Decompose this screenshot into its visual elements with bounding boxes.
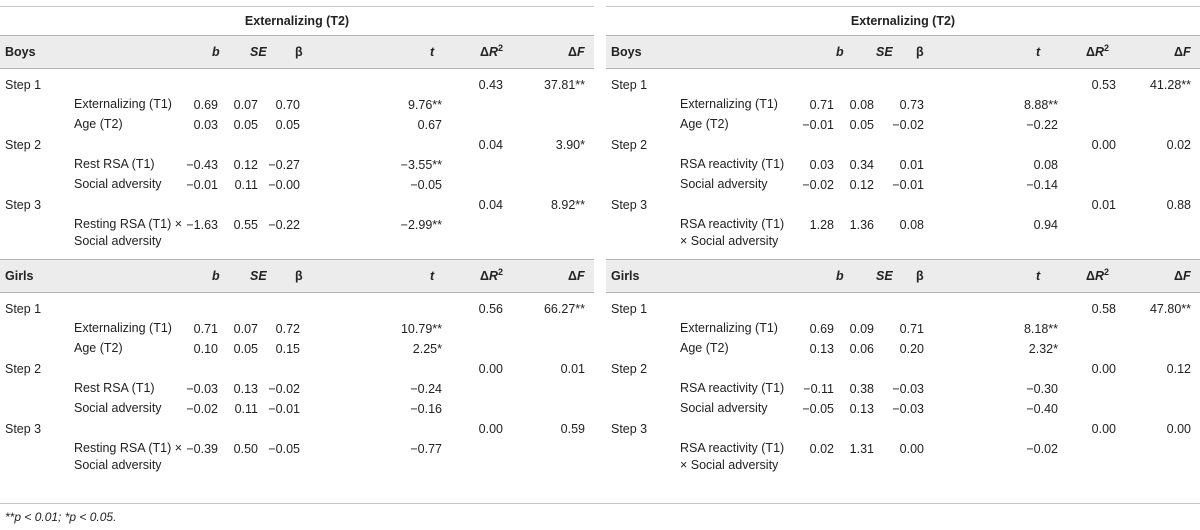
b-value: −0.05 [802, 402, 834, 416]
se-value: 0.06 [849, 342, 874, 356]
col-header-beta: β [295, 269, 303, 283]
step-label: Step 3 [5, 422, 42, 436]
delta-r2-value: 0.01 [1091, 198, 1116, 212]
predictor-label: Resting RSA (T1) × Social adversity [74, 441, 183, 472]
delta-f-value: 37.81** [543, 78, 585, 92]
b-value: −0.43 [186, 158, 218, 172]
delta-f-value: 3.90* [555, 138, 585, 152]
predictor-label: RSA reactivity (T1) × Social adversity [680, 441, 785, 472]
col-header-delta-r2 [1086, 36, 1109, 68]
beta-value: −0.03 [892, 402, 924, 416]
beta-value: −0.00 [268, 178, 300, 192]
f-letter: F [576, 45, 585, 59]
b-value: 0.03 [193, 118, 218, 132]
step-label: Step 1 [5, 78, 42, 92]
step-label: Step 3 [611, 422, 648, 436]
b-value: 0.69 [193, 98, 218, 112]
col-header-t: t [1036, 269, 1041, 283]
col-header-t: t [1036, 45, 1041, 59]
t-value: 2.25* [412, 342, 442, 356]
step-row [606, 75, 1200, 95]
t-value: −0.02 [1026, 442, 1058, 456]
superscript-2: 2 [1104, 42, 1110, 53]
delta-r2-value: 0.58 [1091, 302, 1116, 316]
superscript-2: 2 [498, 266, 504, 277]
se-value: 0.55 [233, 218, 258, 232]
predictor-label: Externalizing (T1) [74, 321, 172, 335]
delta-symbol: Δ [1174, 45, 1183, 59]
step-row [0, 359, 594, 379]
col-header-delta-f [568, 260, 585, 292]
delta-symbol: Δ [480, 45, 489, 59]
t-value: 8.88** [1023, 98, 1058, 112]
superscript-2: 2 [498, 42, 504, 53]
se-value: 0.11 [234, 178, 258, 192]
delta-f-value: 0.12 [1166, 362, 1191, 376]
group-body [0, 293, 594, 481]
beta-value: −0.01 [892, 178, 924, 192]
t-value: −0.14 [1026, 178, 1058, 192]
delta-r2-value: 0.00 [478, 362, 503, 376]
t-value: 10.79** [400, 322, 442, 336]
se-value: 0.34 [849, 158, 874, 172]
step-row [606, 359, 1200, 379]
b-value: 0.02 [809, 442, 834, 456]
step-label: Step 3 [5, 198, 42, 212]
col-header-se: SE [876, 269, 893, 283]
delta-f-value: 0.00 [1166, 422, 1191, 436]
predictor-row [606, 399, 1200, 419]
b-value: 0.71 [193, 322, 218, 336]
predictor-label: Rest RSA (T1) [74, 381, 155, 395]
delta-r2-value: 0.00 [1091, 422, 1116, 436]
footer-rule [0, 503, 1200, 504]
se-value: 0.50 [233, 442, 258, 456]
delta-r2-value: 0.04 [478, 198, 503, 212]
beta-value: 0.01 [899, 158, 924, 172]
step-row [606, 299, 1200, 319]
col-header-b: b [212, 269, 220, 283]
col-header-delta-f [1174, 36, 1191, 68]
b-value: 0.69 [809, 322, 834, 336]
predictor-row [0, 95, 594, 115]
footnote: **p < 0.01; *p < 0.05. [5, 510, 117, 524]
step-row [0, 135, 594, 155]
predictor-row [606, 339, 1200, 359]
b-value: −0.01 [802, 118, 834, 132]
b-value: −0.02 [802, 178, 834, 192]
se-value: 0.13 [233, 382, 258, 396]
se-value: 0.07 [233, 322, 258, 336]
predictor-label: Externalizing (T1) [680, 321, 778, 335]
col-header-delta-f [568, 36, 585, 68]
b-value: 0.13 [809, 342, 834, 356]
step-label: Step 1 [5, 302, 42, 316]
superscript-2: 2 [1104, 266, 1110, 277]
beta-value: −0.27 [268, 158, 300, 172]
delta-symbol: Δ [1086, 269, 1095, 283]
col-header-beta: β [916, 45, 924, 59]
col-header-beta: β [295, 45, 303, 59]
step-row [606, 419, 1200, 439]
left-table [0, 6, 594, 481]
se-value: 0.07 [233, 98, 258, 112]
beta-value: 0.00 [899, 442, 924, 456]
b-value: −0.03 [186, 382, 218, 396]
predictor-label: Age (T2) [680, 117, 729, 131]
predictor-row [0, 155, 594, 175]
b-value: 0.10 [193, 342, 218, 356]
predictor-label: Externalizing (T1) [680, 97, 778, 111]
beta-value: 0.05 [275, 118, 300, 132]
col-header-se: SE [876, 45, 893, 59]
delta-r2-value: 0.43 [478, 78, 503, 92]
f-letter: F [576, 269, 585, 283]
delta-r2-value: 0.00 [1091, 362, 1116, 376]
col-header-se: SE [250, 269, 267, 283]
predictor-label: Social adversity [680, 401, 768, 415]
beta-value: −0.03 [892, 382, 924, 396]
delta-f-value: 47.80** [1149, 302, 1191, 316]
beta-value: 0.15 [275, 342, 300, 356]
predictor-row [606, 95, 1200, 115]
se-value: 0.05 [849, 118, 874, 132]
beta-value: 0.71 [899, 322, 924, 336]
delta-r2-value: 0.56 [478, 302, 503, 316]
group-label: Boys [611, 45, 642, 59]
group-body [606, 69, 1200, 259]
r-letter: R [488, 45, 499, 59]
step-label: Step 2 [5, 362, 42, 376]
predictor-label: RSA reactivity (T1) × Social adversity [680, 217, 785, 248]
col-header-delta-r2 [480, 260, 503, 292]
col-header-delta-r2 [480, 36, 503, 68]
beta-value: 0.72 [275, 322, 300, 336]
predictor-row [0, 175, 594, 195]
predictor-row [606, 115, 1200, 135]
col-header-delta-r2 [1086, 260, 1109, 292]
t-value: −0.30 [1026, 382, 1058, 396]
r-letter: R [1094, 269, 1105, 283]
beta-value: −0.05 [268, 442, 300, 456]
delta-symbol: Δ [1174, 269, 1183, 283]
predictor-row [606, 439, 1200, 477]
se-value: 0.38 [849, 382, 874, 396]
delta-f-value: 0.59 [560, 422, 585, 436]
group-header [0, 35, 594, 69]
predictor-label: Externalizing (T1) [74, 97, 172, 111]
predictor-label: Age (T2) [74, 341, 123, 355]
beta-value: 0.20 [899, 342, 924, 356]
predictor-label: Age (T2) [74, 117, 123, 131]
delta-symbol: Δ [568, 269, 577, 283]
se-value: 0.05 [233, 342, 258, 356]
predictor-row [0, 399, 594, 419]
f-letter: F [1182, 45, 1191, 59]
se-value: 0.13 [849, 402, 874, 416]
predictor-row [0, 215, 594, 253]
t-value: −0.22 [1026, 118, 1058, 132]
se-value: 0.09 [849, 322, 874, 336]
group-label: Boys [5, 45, 36, 59]
delta-f-value: 0.88 [1166, 198, 1191, 212]
step-label: Step 1 [611, 302, 648, 316]
col-header-t: t [430, 45, 435, 59]
group-header [0, 259, 594, 293]
b-value: −0.39 [186, 442, 218, 456]
r-letter: R [488, 269, 499, 283]
group-header [606, 259, 1200, 293]
t-value: −0.24 [410, 382, 442, 396]
t-value: −0.05 [410, 178, 442, 192]
se-value: 0.11 [234, 402, 258, 416]
se-value: 1.31 [849, 442, 874, 456]
b-value: 0.03 [809, 158, 834, 172]
delta-r2-value: 0.00 [1091, 138, 1116, 152]
predictor-label: RSA reactivity (T1) [680, 381, 785, 395]
predictor-row [606, 379, 1200, 399]
table-title: Externalizing (T2) [0, 6, 594, 35]
step-row [0, 195, 594, 215]
col-header-b: b [836, 45, 844, 59]
t-value: 0.08 [1033, 158, 1058, 172]
se-value: 0.08 [849, 98, 874, 112]
predictor-label: Rest RSA (T1) [74, 157, 155, 171]
step-row [0, 75, 594, 95]
t-value: −0.77 [410, 442, 442, 456]
se-value: 0.12 [233, 158, 258, 172]
col-header-se: SE [250, 45, 267, 59]
delta-f-value: 66.27** [543, 302, 585, 316]
beta-value: 0.08 [899, 218, 924, 232]
group-header [606, 35, 1200, 69]
predictor-label: Age (T2) [680, 341, 729, 355]
b-value: −0.01 [186, 178, 218, 192]
col-header-t: t [430, 269, 435, 283]
delta-symbol: Δ [1086, 45, 1095, 59]
delta-f-value: 8.92** [550, 198, 585, 212]
t-value: 8.18** [1023, 322, 1058, 336]
delta-r2-value: 0.00 [478, 422, 503, 436]
t-value: −3.55** [400, 158, 442, 172]
delta-f-value: 0.02 [1166, 138, 1191, 152]
predictor-row [0, 319, 594, 339]
delta-f-value: 0.01 [560, 362, 585, 376]
delta-r2-value: 0.04 [478, 138, 503, 152]
predictor-row [0, 379, 594, 399]
group-label: Girls [611, 269, 640, 283]
beta-value: 0.70 [275, 98, 300, 112]
se-value: 0.05 [233, 118, 258, 132]
predictor-label: Social adversity [680, 177, 768, 191]
step-label: Step 1 [611, 78, 648, 92]
col-header-delta-f [1174, 260, 1191, 292]
r-letter: R [1094, 45, 1105, 59]
se-value: 0.12 [849, 178, 874, 192]
predictor-label: RSA reactivity (T1) [680, 157, 785, 171]
predictor-row [0, 439, 594, 477]
step-label: Step 2 [611, 362, 648, 376]
t-value: −0.40 [1026, 402, 1058, 416]
step-label: Step 2 [611, 138, 648, 152]
step-row [606, 195, 1200, 215]
col-header-beta: β [916, 269, 924, 283]
se-value: 1.36 [849, 218, 874, 232]
beta-value: −0.02 [268, 382, 300, 396]
beta-value: −0.01 [268, 402, 300, 416]
predictor-row [606, 155, 1200, 175]
delta-symbol: Δ [568, 45, 577, 59]
t-value: 2.32* [1028, 342, 1058, 356]
predictor-row [0, 115, 594, 135]
group-label: Girls [5, 269, 34, 283]
t-value: 9.76** [407, 98, 442, 112]
table-title: Externalizing (T2) [606, 6, 1200, 35]
b-value: −1.63 [186, 218, 218, 232]
group-body [606, 293, 1200, 481]
step-row [0, 299, 594, 319]
step-row [0, 419, 594, 439]
b-value: −0.02 [186, 402, 218, 416]
b-value: −0.11 [803, 382, 834, 396]
t-value: −2.99** [400, 218, 442, 232]
step-label: Step 2 [5, 138, 42, 152]
step-row [606, 135, 1200, 155]
delta-r2-value: 0.53 [1091, 78, 1116, 92]
predictor-row [0, 339, 594, 359]
t-value: 0.94 [1033, 218, 1058, 232]
right-table [606, 6, 1200, 481]
predictor-row [606, 319, 1200, 339]
b-value: 0.71 [809, 98, 834, 112]
b-value: 1.28 [809, 218, 834, 232]
predictor-label: Social adversity [74, 177, 162, 191]
predictor-label: Social adversity [74, 401, 162, 415]
col-header-b: b [212, 45, 220, 59]
step-label: Step 3 [611, 198, 648, 212]
beta-value: −0.22 [268, 218, 300, 232]
predictor-row [606, 175, 1200, 195]
col-header-b: b [836, 269, 844, 283]
t-value: 0.67 [417, 118, 442, 132]
f-letter: F [1182, 269, 1191, 283]
beta-value: −0.02 [892, 118, 924, 132]
predictor-label: Resting RSA (T1) × Social adversity [74, 217, 183, 248]
beta-value: 0.73 [899, 98, 924, 112]
t-value: −0.16 [410, 402, 442, 416]
delta-f-value: 41.28** [1149, 78, 1191, 92]
group-body [0, 69, 594, 259]
delta-symbol: Δ [480, 269, 489, 283]
predictor-row [606, 215, 1200, 253]
